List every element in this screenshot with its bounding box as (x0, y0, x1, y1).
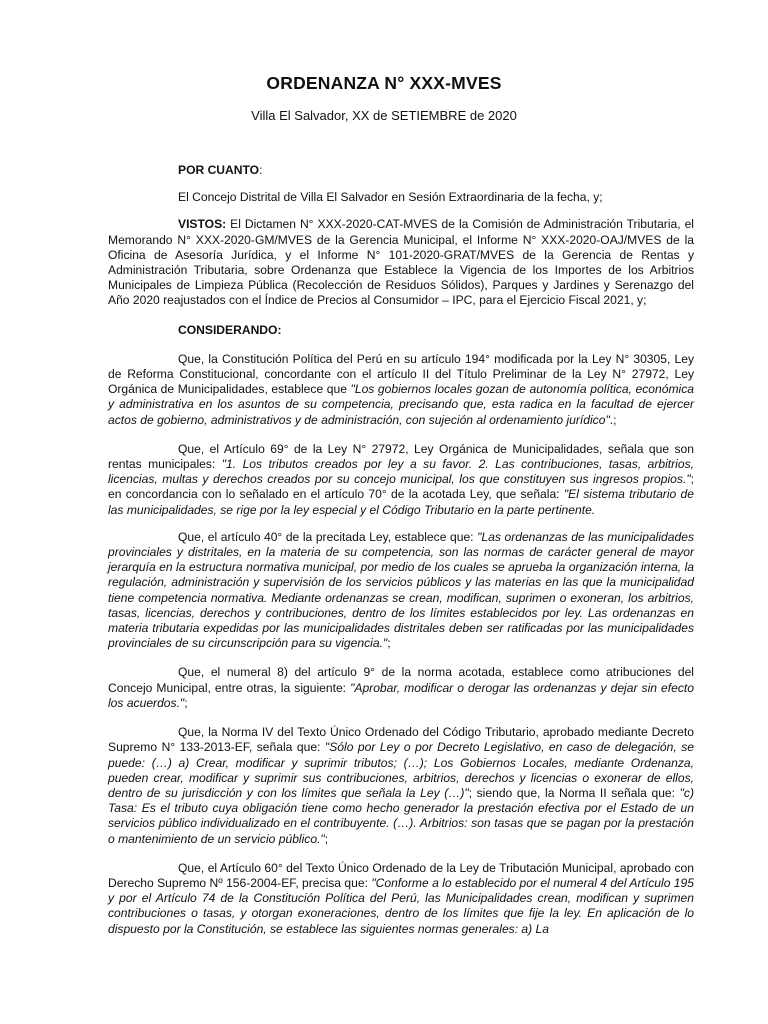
vistos-paragraph (108, 217, 694, 308)
considerando-paragraph-4 (108, 665, 694, 711)
considerando-paragraph-3 (108, 530, 694, 652)
p3-text-c: ; (387, 636, 391, 651)
p5-text-e: ; (324, 831, 329, 846)
considerando-paragraph-6 (108, 861, 694, 937)
vistos-label: VISTOS: (178, 217, 227, 232)
p3-text-a: Que, el artículo 40° de la precitada Ley, establece que: (178, 529, 478, 544)
p1-quote: "Los gobiernos locales gozan de autonomía política, económica y administrativa en los asuntos de su competencia, precisando que, esta radica en la facultad de ejercer actos de gobierno, administrativos y de administración, con sujeción al ordenamiento jurídico" (108, 382, 694, 427)
considerando-heading: CONSIDERANDO: (178, 322, 282, 337)
por-cuanto-heading (108, 163, 694, 178)
document-body (108, 163, 694, 937)
considerando-paragraph-1 (108, 352, 694, 428)
por-cuanto-label: POR CUANTO (178, 163, 260, 177)
p2-quote-2: "El sistema tributario de las municipalidades, se rige por la ley especial y el Código Tributario en la parte pertinente. (108, 487, 694, 517)
p1-text-a: Que, la Constitución Política del Perú en su artículo 194° modificada por la Ley N° 30305, Ley de Reforma Constitucional, concordante con el artículo II del Título Preliminar de la Ley N° 27972, Ley Orgánica de Municipalidades, establece que (108, 351, 694, 397)
p2-text-a: Que, el Artículo 69° de la Ley N° 27972, Ley Orgánica de Municipalidades, señala que son rentas municipales: (108, 441, 694, 472)
p2-text-c: ; en concordancia con lo señalado en el artículo 70° de la acotada Ley, que señala: (108, 472, 694, 502)
p5-quote-2: "c) Tasa: Es el tributo cuya obligación tiene como hecho generador la prestación efectiva por el Estado de un servicios público individualizado en el contribuyente. (…). Arbitrios: son tasas que se pagan por la prestación o mantenimiento de un servicio público." (108, 785, 694, 846)
p4-text-c: ; (184, 695, 188, 710)
p1-text-c: .; (609, 412, 617, 427)
p4-text-a: Que, el numeral 8) del artículo 9° de la norma acotada, establece como atribuciones del Concejo Municipal, entre otras, la siguiente: (108, 665, 694, 695)
p5-text-a: Que, la Norma IV del Texto Único Ordenado del Código Tributario, aprobado mediante Decreto Supremo N° 133-2013-EF, señala que: (108, 725, 694, 755)
ordinance-title: ORDENANZA N° XXX-MVES (266, 73, 502, 93)
p5-text-c: ; siendo que, la Norma II señala que: (468, 785, 680, 800)
p5-quote-1: "Sólo por Ley o por Decreto Legislativo, en caso de delegación, se puede: (…) a) Crear, modificar y suprimir tributos; (…); Los Gobiernos Locales, mediante Ordenanza, pueden crear, modificar y suprimir sus contribuciones, arbitrios, derechos y licencias o exonerar de ellos, dentro de su jurisdicción y con los límites que señala la Ley (…)" (108, 740, 695, 800)
p3-quote: "Las ordenanzas de las municipalidades provinciales y distritales, en la materia de su competencia, son las normas de carácter general de mayor jerarquía en la estructura normativa municipal, por medio de los cuales se aprueba la organización interna, la regulación, administración y supervisión de los servicios públicos y las materias en las que la municipalidad tiene competencia normativa. Mediante ordenanzas se crean, modifican, suprimen o exoneran, los arbitrios, tasas, licencias, derechos y contribuciones, dentro de los límites establecidos por ley. Las ordenanzas en materia tributaria expedidas por las municipalidades distritales deben ser ratificadas por las municipalidades provinciales de su circunscripción para su vigencia." (108, 529, 694, 651)
p6-text-a: Que, el Artículo 60° del Texto Único Ordenado de la Ley de Tributación Municipal, aprobado con Derecho Supremo Nº 156-2004-EF, precisa que: (108, 860, 694, 890)
p4-quote: "Aprobar, modificar o derogar las ordenanzas y dejar sin efecto los acuerdos." (108, 680, 694, 710)
concejo-paragraph: El Concejo Distrital de Villa El Salvador en Sesión Extraordinaria de la fecha, y; (178, 190, 603, 205)
por-cuanto-colon: : (259, 163, 263, 177)
p6-quote: "Conforme a lo establecido por el numeral 4 del Artículo 195 y por el Artículo 74 de la Constitución Política del Perú, las Municipalidades crean, modifican y suprimen contribuciones o tasas, y otorgan exoneraciones, dentro de los límites que fije la ley. En aplicación de lo dispuesto por la Constitución, se establece las siguientes normas generales: a) La (108, 875, 694, 936)
considerando-paragraph-5 (108, 725, 694, 847)
considerando-paragraph-2 (108, 442, 694, 518)
p2-quote-1: "1. Los tributos creados por ley a su favor. 2. Las contribuciones, tasas, arbitrios, licencias, multas y derechos creados por su concejo municipal, los que constituyen sus ingresos propios." (108, 457, 694, 487)
place-and-date: Villa El Salvador, XX de SETIEMBRE de 2020 (251, 108, 517, 123)
vistos-text: El Dictamen N° XXX-2020-CAT-MVES de la Comisión de Administración Tributaria, el Memorando N° XXX-2020-GM/MVES de la Gerencia Municipal, el Informe N° XXX-2020-OAJ/MVES de la Oficina de Asesoría Jurídica, y el Informe N° 101-2020-GRAT/MVES de la Gerencia de Rentas y Administración Tributaria, sobre Ordenanza que Establece la Vigencia de los Importes de los Arbitrios Municipales de Limpieza Pública (Recolección de Residuos Sólidos), Parques y Jardines y Serenazgo del Año 2020 reajustados con el Índice de Precios al Consumidor – IPC, para el Ejercicio Fiscal 2021, y; (108, 217, 694, 308)
